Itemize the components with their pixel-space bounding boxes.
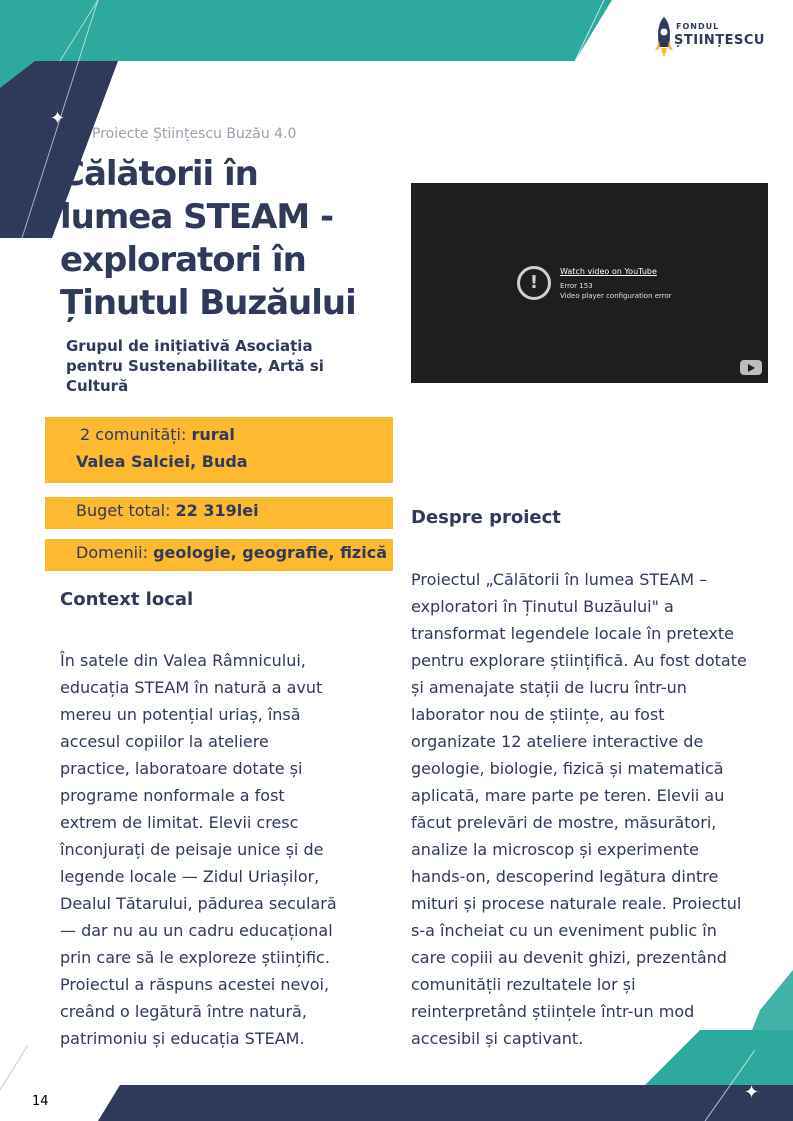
rocket-icon <box>652 15 676 61</box>
page-number: 14 <box>32 1094 49 1109</box>
subtitle-line: Grupul de inițiativă Asociația <box>66 337 313 355</box>
text-line: patrimoniu și educația STEAM. <box>60 1029 305 1048</box>
budget-box <box>45 497 393 529</box>
communities-value: rural <box>191 425 235 444</box>
text-line: programe nonformale a fost <box>60 786 285 805</box>
text-line: geologie, biologie, fizică și matematică <box>411 759 724 778</box>
sparkle-icon: ✦ <box>50 108 66 129</box>
sparkle-icon: ✦ <box>744 1082 760 1103</box>
watch-on-youtube-link[interactable]: Watch video on YouTube <box>560 267 657 276</box>
communities-label: 2 comunități: <box>80 425 187 444</box>
text-line: analize la microscop și experimente <box>411 840 699 859</box>
text-line: mereu un potențial uriaș, însă <box>60 705 301 724</box>
budget-value: 22 319lei <box>175 501 259 520</box>
youtube-icon[interactable] <box>740 360 762 375</box>
text-line: aplicată, mare parte pe teren. Elevii au <box>411 786 725 805</box>
text-line: mituri și procese naturale reale. Proiectul <box>411 894 742 913</box>
text-line: s-a încheiat cu un eveniment public în <box>411 921 717 940</box>
domains-label: Domenii: <box>76 543 148 562</box>
about-paragraph <box>411 566 781 1052</box>
text-line: și amenajate stații de lucru într-un <box>411 678 687 697</box>
grantee-name <box>66 336 356 396</box>
error-icon: ! <box>517 266 551 300</box>
text-line: practice, laboratoare dotate și <box>60 759 303 778</box>
text-line: creând o legătură între natură, <box>60 1002 307 1021</box>
text-line: făcut prelevări de mostre, măsurători, <box>411 813 717 832</box>
title-line: lumea STEAM - <box>60 197 334 237</box>
title-line: Călătorii în <box>60 154 258 194</box>
logo-text-main: ȘTIINȚESCU <box>674 33 765 48</box>
text-line: exploratori în Ținutul Buzăului" a <box>411 597 674 616</box>
text-line: reinterpretând științele într-un mod <box>411 1002 695 1021</box>
logo-text-small: FONDUL <box>676 22 720 31</box>
text-line: laborator nou de științe, au fost <box>411 705 665 724</box>
context-heading: Context local <box>60 589 194 610</box>
text-line: Dealul Tătarului, pădurea seculară <box>60 894 337 913</box>
subtitle-line: Cultură <box>66 377 129 395</box>
domains-value: geologie, geografie, fizică <box>153 543 388 562</box>
text-line: educația STEAM în natură a avut <box>60 678 323 697</box>
text-line: — dar nu au un cadru educațional <box>60 921 333 940</box>
domains-box <box>45 539 393 571</box>
text-line: care copiii au devenit ghizi, prezentând <box>411 948 727 967</box>
communities-box <box>45 417 393 483</box>
text-line: organizate 12 ateliere interactive de <box>411 732 704 751</box>
about-heading: Despre proiect <box>411 507 561 528</box>
series-kicker: Proiecte Științescu Buzău 4.0 <box>92 126 297 142</box>
budget-label: Buget total: <box>76 501 171 520</box>
text-line: pentru explorare științifică. Au fost dotate <box>411 651 747 670</box>
text-line: legende locale — Zidul Uriașilor, <box>60 867 320 886</box>
text-line: prin care să le exploreze științific. <box>60 948 330 967</box>
text-line: accesibil și captivant. <box>411 1029 584 1048</box>
text-line: extrem de limitat. Elevii cresc <box>60 813 299 832</box>
text-line: În satele din Valea Râmnicului, <box>60 651 306 670</box>
communities-names: Valea Salciei, Buda <box>76 452 248 471</box>
page-title <box>60 153 390 325</box>
text-line: Proiectul „Călătorii în lumea STEAM – <box>411 570 708 589</box>
context-paragraph <box>60 647 380 1052</box>
text-line: hands-on, descoperind legătura dintre <box>411 867 719 886</box>
text-line: transformat legendele locale în pretexte <box>411 624 734 643</box>
text-line: comunității rezultatele lor și <box>411 975 636 994</box>
title-line: exploratori în <box>60 240 306 280</box>
error-message: Video player configuration error <box>560 292 672 300</box>
error-code: Error 153 <box>560 282 593 290</box>
text-line: accesul copiilor la ateliere <box>60 732 269 751</box>
text-line: înconjurați de peisaje unice și de <box>60 840 324 859</box>
text-line: Proiectul a răspuns acestei nevoi, <box>60 975 330 994</box>
video-embed[interactable] <box>411 183 768 383</box>
title-line: Ținutul Buzăului <box>60 283 356 323</box>
subtitle-line: pentru Sustenabilitate, Artă si <box>66 357 324 375</box>
